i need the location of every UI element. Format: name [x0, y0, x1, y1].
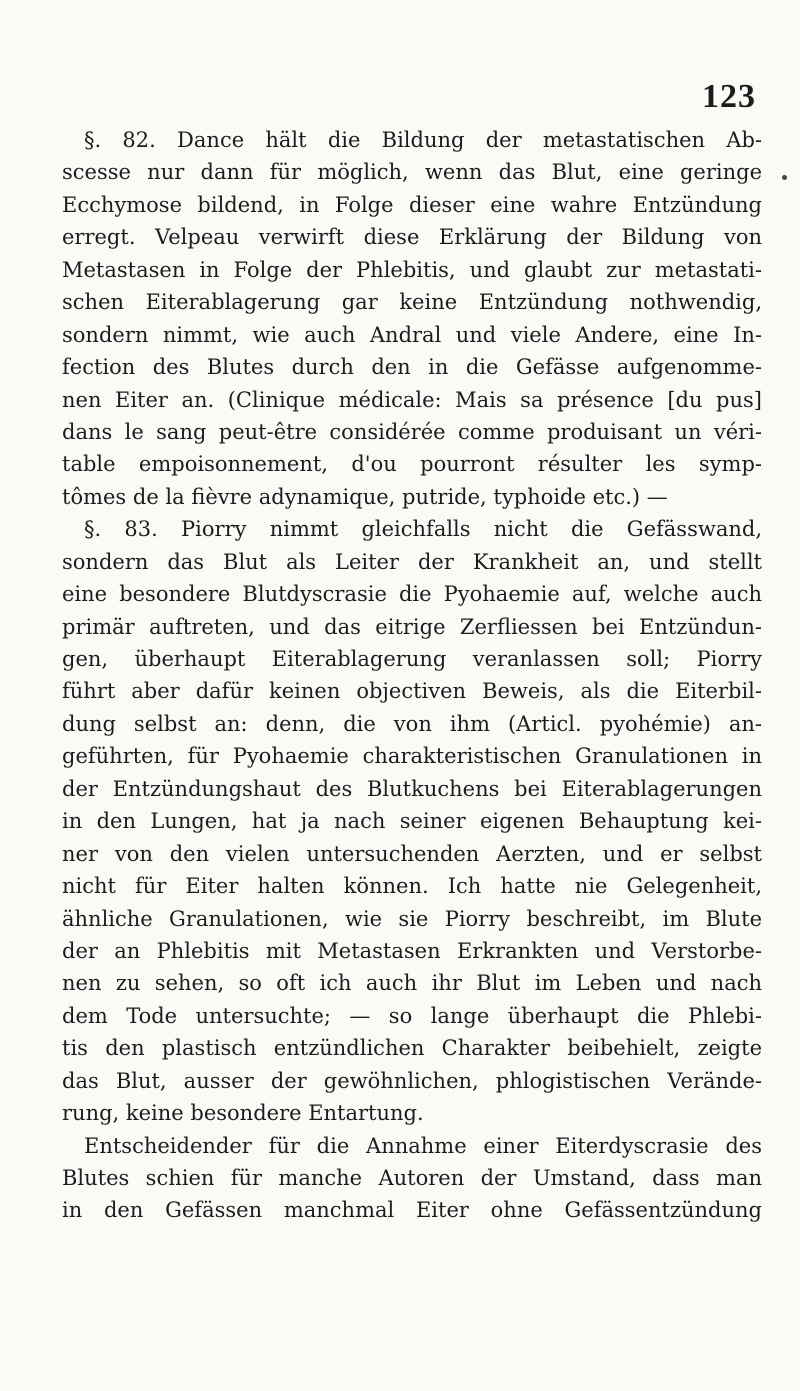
text-line: dung selbst an: denn, die von ihm (Articl. pyohémie) an-: [62, 711, 762, 736]
text-line: ähnliche Granulationen, wie sie Piorry beschreibt, im Blute: [62, 906, 762, 931]
text-line: nicht für Eiter halten können. Ich hatte nie Gelegenheit,: [62, 874, 762, 899]
text-line: nen zu sehen, so oft ich auch ihr Blut im Leben und nach: [62, 971, 762, 996]
text-line: table empoisonnement, d'ou pourront résulter les symp-: [62, 452, 762, 477]
text-line: tis den plastisch entzündlichen Charakter beibehielt, zeigte: [62, 1036, 762, 1061]
text-line: Metastasen in Folge der Phlebitis, und glaubt zur metastati-: [62, 257, 762, 282]
text-line: fection des Blutes durch den in die Gefässe aufgenomme-: [62, 355, 762, 380]
text-line: schen Eiterablagerung gar keine Entzündung nothwendig,: [62, 290, 762, 315]
text-line: dem Tode untersuchte; — so lange überhaupt die Phlebi-: [62, 1003, 762, 1028]
text-line: ner von den vielen untersuchenden Aerzten, und er selbst: [62, 841, 762, 866]
text-line: tômes de la fièvre adynamique, putride, typhoide etc.) —: [62, 484, 668, 509]
text-line: gen, überhaupt Eiterablagerung veranlassen soll; Piorry: [62, 647, 762, 671]
text-line: Blutes schien für manche Autoren der Umstand, dass man: [62, 1166, 762, 1190]
text-line: scesse nur dann für möglich, wenn das Blut, eine geringe: [62, 160, 762, 185]
text-line: nen Eiter an. (Clinique médicale: Mais sa présence [du pus]: [62, 387, 762, 412]
scan-speck: [782, 175, 787, 180]
text-line: §. 83. Piorry nimmt gleichfalls nicht die Gefässwand,: [84, 517, 762, 542]
text-line: der Entzündungshaut des Blutkuchens bei Eiterablagerungen: [62, 776, 762, 801]
text-line: sondern das Blut als Leiter der Krankheit an, und stellt: [62, 549, 762, 574]
text-line: rung, keine besondere Entartung.: [62, 1101, 424, 1126]
text-line: erregt. Velpeau verwirft diese Erklärung der Bildung von: [62, 225, 762, 250]
text-line: das Blut, ausser der gewöhnlichen, phlogistischen Verände-: [62, 1068, 762, 1093]
text-line: sondern nimmt, wie auch Andral und viele Andere, eine In-: [62, 322, 762, 347]
text-line: Entscheidender für die Annahme einer Eiterdyscrasie des: [84, 1133, 762, 1158]
text-line: dans le sang peut-être considérée comme produisant un véri-: [62, 419, 762, 444]
body-text: [62, 124, 762, 1227]
text-line: §. 82. Dance hält die Bildung der metastatischen Ab-: [84, 128, 762, 152]
text-line: in den Gefässen manchmal Eiter ohne Gefässentzündung: [62, 1198, 762, 1223]
text-line: Ecchymose bildend, in Folge dieser eine wahre Entzündung: [62, 192, 762, 217]
text-line: eine besondere Blutdyscrasie die Pyohaemie auf, welche auch: [62, 582, 762, 607]
text-line: der an Phlebitis mit Metastasen Erkrankten und Verstorbe-: [62, 938, 762, 963]
text-line: geführten, für Pyohaemie charakteristischen Granulationen in: [62, 744, 762, 769]
page-number: 123: [702, 78, 756, 115]
text-line: in den Lungen, hat ja nach seiner eigenen Behauptung kei-: [62, 809, 762, 834]
text-line: primär auftreten, und das eitrige Zerfliessen bei Entzündun-: [62, 614, 762, 639]
text-line: führt aber dafür keinen objectiven Beweis, als die Eiterbil-: [62, 679, 762, 704]
